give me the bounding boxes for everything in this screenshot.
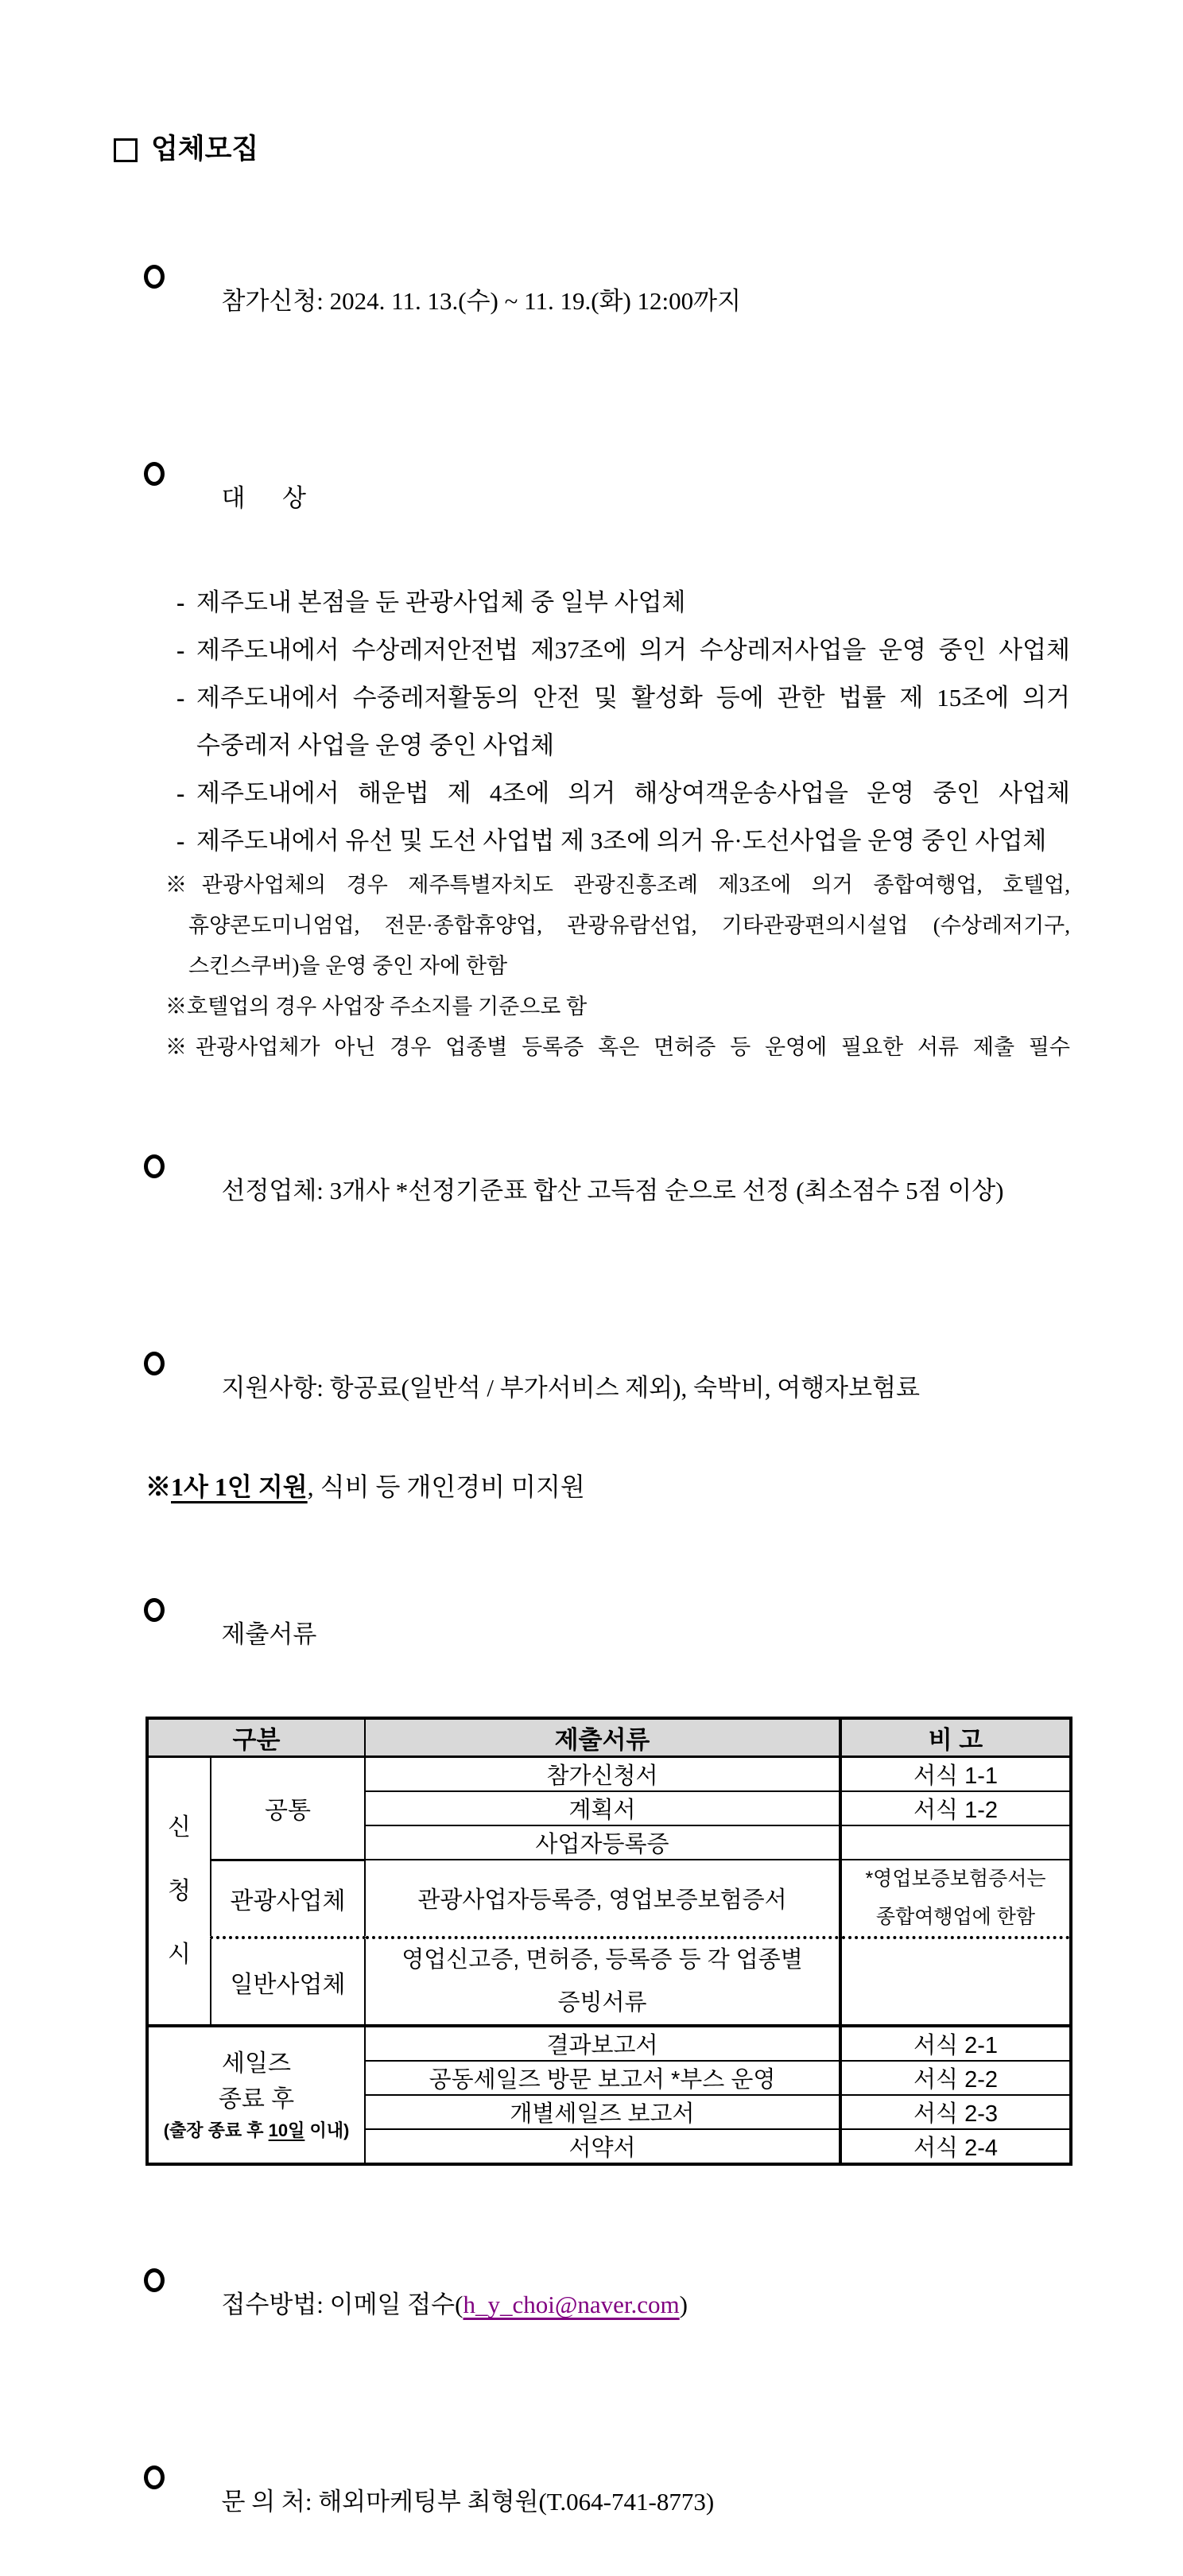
- dash-bullet-icon: -: [176, 827, 185, 855]
- cell-remark: 서식 2-4: [840, 2129, 1071, 2164]
- receipt-method-line: [114, 2182, 1070, 2379]
- target-label-text: 대 상: [221, 484, 306, 512]
- reference-mark: ※: [145, 1472, 172, 1501]
- section-heading-text: 업체모집: [151, 134, 259, 165]
- cell-document: 사업자등록증: [365, 1825, 840, 1860]
- target-item: [114, 627, 1070, 674]
- cell-document: 영업신고증, 면허증, 등록증 등 각 업종별 증빙서류: [365, 1938, 840, 2026]
- receipt-suffix-text: ): [679, 2291, 688, 2319]
- submission-documents-table: [145, 1717, 1072, 2166]
- cell-document: 공동세일즈 방문 보고서 *부스 운영: [365, 2061, 840, 2095]
- cell-general-label: 일반사업체: [211, 1938, 365, 2026]
- cell-remark: 서식 2-3: [840, 2095, 1071, 2129]
- target-item-text: 제주도내 본점을 둔 관광사업체 중 일부 사업체: [196, 588, 686, 616]
- header-remarks: 비 고: [840, 1718, 1071, 1757]
- dash-bullet-icon: -: [176, 779, 185, 807]
- limit-line: [114, 1462, 1070, 1511]
- cell-common-label: 공통: [211, 1757, 365, 1860]
- selection-line: [114, 1068, 1070, 1265]
- circle-bullet-icon: [144, 265, 165, 289]
- cell-document: 참가신청서: [365, 1757, 840, 1792]
- target-item: [114, 579, 1070, 627]
- target-item-text: 제주도내에서 해운법 제 4조에 의거 해상여객운송사업을 운영 중인 사업체: [196, 779, 1070, 807]
- apply-side-text: 신청시: [168, 1814, 191, 1968]
- square-bullet-icon: [114, 138, 138, 162]
- cell-remark: *영업보증보험증서는 종합여행업에 한함: [840, 1860, 1071, 1938]
- inquiry-line: [114, 2379, 1070, 2576]
- limit-underlined-text: 1사 1인 지원: [171, 1472, 308, 1501]
- circle-bullet-icon: [144, 1154, 165, 1178]
- note-line: ※관광사업체의 경우 제주특별자치도 관광진흥조례 제3조에 의거 종합여행업, 호텔업, 휴양콘도미니엄업, 전문·종합휴양업, 관광유람선업, 기타관광편의시설업 (수상레저기구, 스킨스쿠버)을 운영 중인 자에 한함: [165, 873, 1070, 978]
- cell-remark: 서식 2-2: [840, 2061, 1071, 2095]
- receipt-prefix-text: 접수방법: 이메일 접수(: [221, 2291, 464, 2319]
- cell-apply-side: [147, 1757, 211, 2027]
- apply-period-text: 참가신청: 2024. 11. 13.(수) ~ 11. 19.(화) 12:00까지: [221, 287, 742, 315]
- support-text: 지원사항: 항공료(일반석 / 부가서비스 제외), 숙박비, 여행자보험료: [221, 1374, 920, 1402]
- sales-deadline-post: 이내): [304, 2120, 350, 2141]
- circle-bullet-icon: [144, 1352, 165, 1375]
- section-heading: [114, 131, 1070, 168]
- cell-document: 결과보고서: [365, 2026, 840, 2061]
- submit-docs-label-text: 제출서류: [221, 1620, 317, 1648]
- circle-bullet-icon: [144, 1598, 165, 1622]
- dash-bullet-icon: -: [176, 588, 185, 616]
- target-item: [114, 674, 1070, 770]
- cell-sales-side: [147, 2026, 365, 2164]
- circle-bullet-icon: [144, 2268, 165, 2292]
- table-row: [147, 1757, 1071, 1792]
- support-line: [114, 1265, 1070, 1462]
- header-documents: 제출서류: [365, 1718, 840, 1757]
- cell-remark: 서식 2-1: [840, 2026, 1071, 2061]
- cell-remark: 서식 1-1: [840, 1757, 1071, 1792]
- target-item-text: 제주도내에서 유선 및 도선 사업법 제 3조에 의거 유·도선사업을 운영 중인 사업체: [196, 827, 1047, 855]
- sales-deadline-days: 10일: [268, 2120, 305, 2141]
- sales-deadline-pre: (출장 종료 후: [163, 2120, 269, 2141]
- cell-remark: 서식 1-2: [840, 1791, 1071, 1825]
- email-link[interactable]: h_y_choi@naver.com: [463, 2291, 680, 2319]
- target-item-text: 제주도내에서 수중레저활동의 안전 및 활성화 등에 관한 법률 제 15조에 의거 수중레저 사업을 운영 중인 사업체: [196, 684, 1070, 759]
- circle-bullet-icon: [144, 2465, 165, 2489]
- header-category: 구분: [147, 1718, 365, 1757]
- target-list: [114, 579, 1070, 865]
- cell-document: 관광사업자등록증, 영업보증보험증서: [365, 1860, 840, 1938]
- note-line: ※관광사업체가 아닌 경우 업종별 등록증 혹은 면허증 등 운영에 필요한 서류 제출 필수: [165, 1035, 1070, 1059]
- target-item: [114, 770, 1070, 817]
- cell-tourism-label: 관광사업체: [211, 1860, 365, 1938]
- inquiry-text: 문 의 처: 해외마케팅부 최형원(T.064-741-8773): [221, 2488, 715, 2516]
- cell-document: 계획서: [365, 1791, 840, 1825]
- cell-document: 서약서: [365, 2129, 840, 2164]
- cell-remark: [840, 1938, 1071, 2026]
- table-row: [147, 1938, 1071, 2026]
- target-item: [114, 817, 1070, 865]
- circle-bullet-icon: [144, 462, 165, 486]
- sales-side-line2: 종료 후: [218, 2086, 295, 2113]
- target-item-text: 제주도내에서 수상레저안전법 제37조에 의거 수상레저사업을 운영 중인 사업체: [196, 636, 1070, 664]
- table-header-row: [147, 1718, 1071, 1757]
- dash-bullet-icon: -: [176, 636, 185, 664]
- dash-bullet-icon: -: [176, 684, 185, 712]
- note-line: ※호텔업의 경우 사업장 주소지를 기준으로 함: [165, 995, 588, 1018]
- sales-side-line3: [152, 2117, 361, 2144]
- cell-document: 개별세일즈 보고서: [365, 2095, 840, 2129]
- submit-docs-label-line: [114, 1511, 1070, 1709]
- table-row: [147, 2026, 1071, 2061]
- apply-period-line: [114, 178, 1070, 375]
- cell-remark: [840, 1825, 1071, 1860]
- selection-text: 선정업체: 3개사 *선정기준표 합산 고득점 순으로 선정 (최소점수 5점 이상): [221, 1177, 1004, 1205]
- notes-block: [114, 865, 1070, 1068]
- sales-side-line1: 세일즈: [222, 2050, 291, 2077]
- limit-rest-text: , 식비 등 개인경비 미지원: [307, 1472, 585, 1501]
- target-label-line: [114, 375, 1070, 572]
- table-row: [147, 1860, 1071, 1938]
